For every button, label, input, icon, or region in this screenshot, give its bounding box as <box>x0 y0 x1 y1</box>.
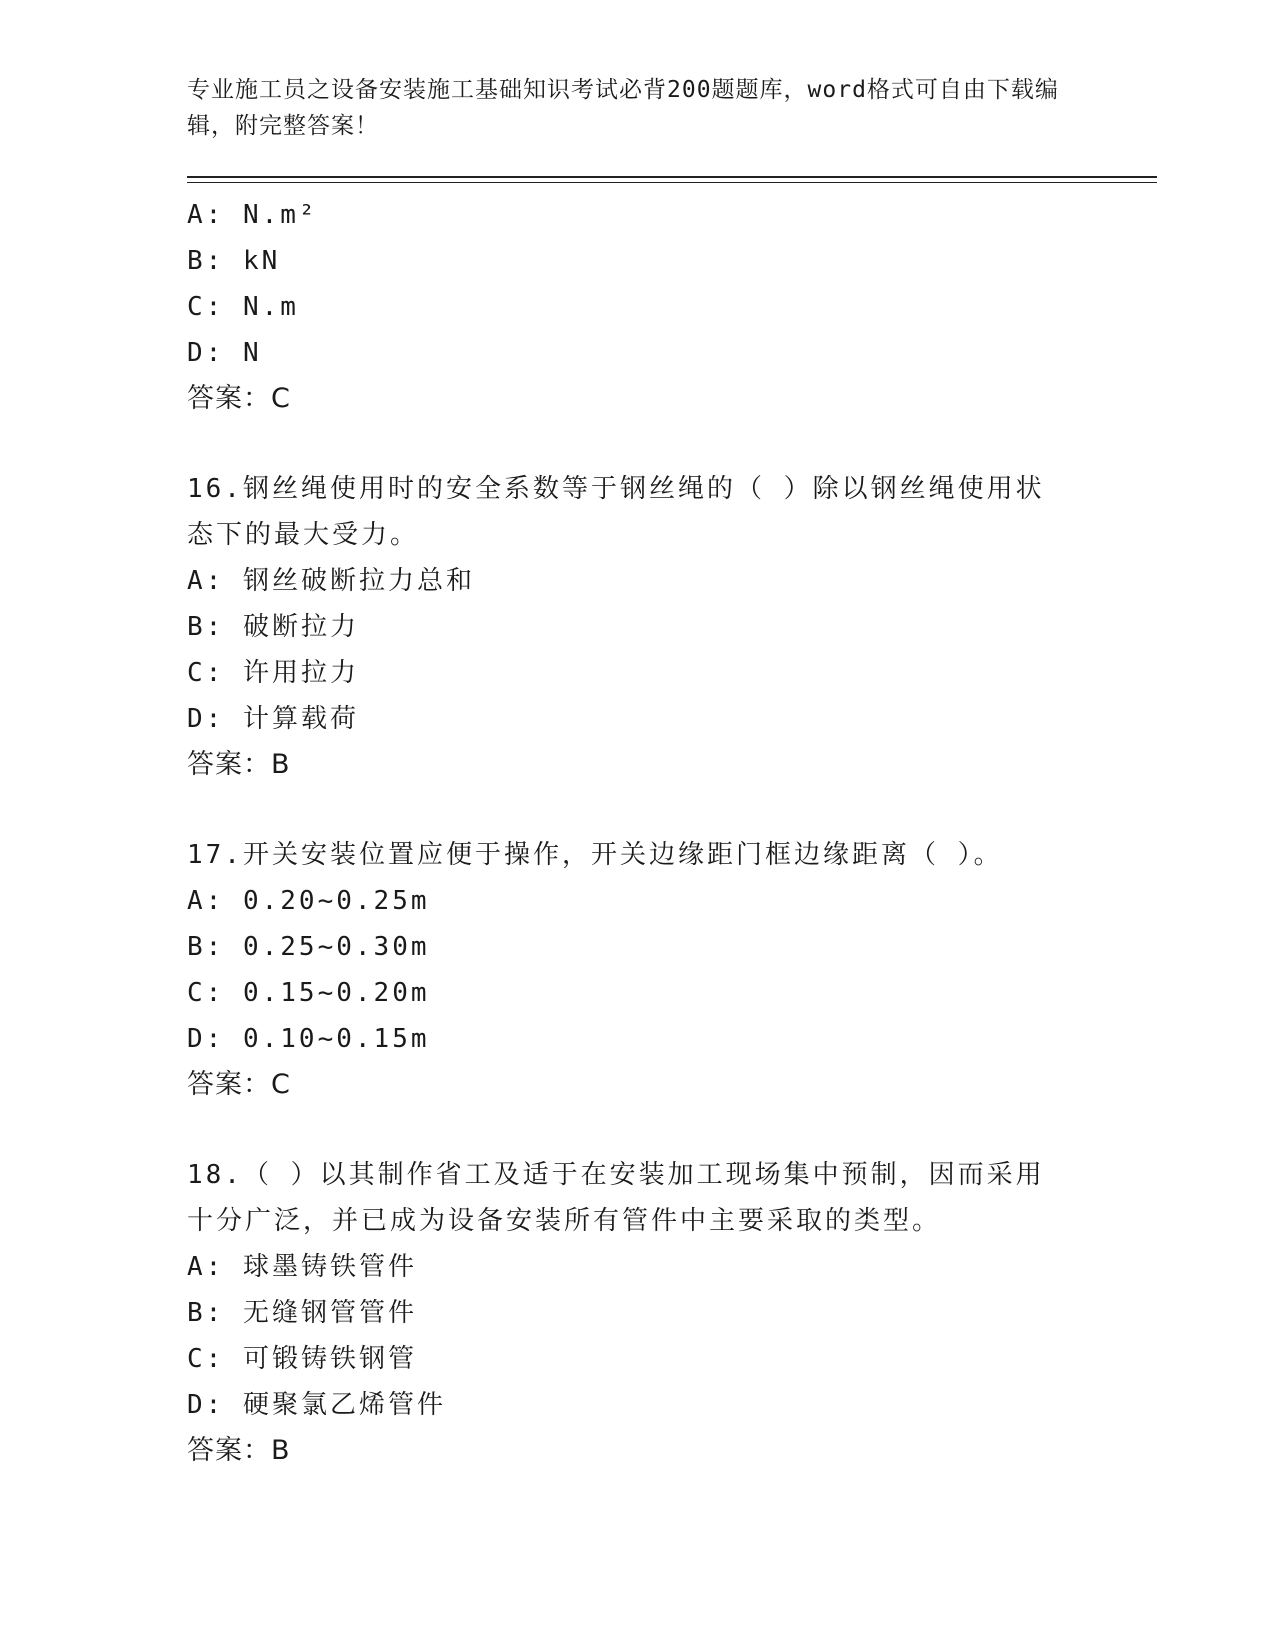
option-text: 球墨铸铁管件 <box>242 1252 417 1282</box>
option-text: N.m <box>242 292 299 322</box>
option-text: 0.10~0.15m <box>242 1024 430 1054</box>
option-letter: D: <box>187 1024 225 1054</box>
option-text: 无缝钢管管件 <box>242 1298 417 1328</box>
question-18 <box>187 1152 1067 1474</box>
option-b <box>187 1290 1067 1336</box>
option-text: 可锻铸铁钢管 <box>242 1344 417 1374</box>
question-stem: 17.开关安装位置应便于操作，开关边缘距门框边缘距离（ ）。 <box>187 840 1003 870</box>
option-letter: D: <box>187 704 225 734</box>
option-text: 硬聚氯乙烯管件 <box>242 1390 446 1420</box>
header-divider-thin <box>187 182 1157 183</box>
question-stem: 18.（ ）以其制作省工及适于在安装加工现场集中预制，因而采用十分广泛，并已成为设备安装所有管件中主要采取的类型。 <box>187 1160 1045 1236</box>
option-letter: C: <box>187 658 225 688</box>
option-letter: B: <box>187 932 225 962</box>
option-letter: A: <box>187 1252 225 1282</box>
option-letter: D: <box>187 1390 225 1420</box>
option-text: N.m² <box>242 200 318 230</box>
option-letter: B: <box>187 612 225 642</box>
option-a <box>187 558 1067 604</box>
option-a <box>187 192 1067 238</box>
header-divider-thick <box>187 176 1157 178</box>
option-a <box>187 1244 1067 1290</box>
option-letter: A: <box>187 200 225 230</box>
question-list <box>187 192 1067 1474</box>
option-c <box>187 284 1067 330</box>
question-15 <box>187 192 1067 422</box>
question-16 <box>187 466 1067 788</box>
option-text: N <box>242 338 262 368</box>
option-c <box>187 1336 1067 1382</box>
question-stem: 16.钢丝绳使用时的安全系数等于钢丝绳的（ ）除以钢丝绳使用状态下的最大受力。 <box>187 474 1045 550</box>
option-letter: B: <box>187 1298 225 1328</box>
answer-line: 答案：B <box>187 749 291 780</box>
option-text: 0.25~0.30m <box>242 932 430 962</box>
option-letter: D: <box>187 338 225 368</box>
option-letter: A: <box>187 566 225 596</box>
answer-line: 答案：C <box>187 1069 291 1100</box>
option-b <box>187 238 1067 284</box>
option-text: 钢丝破断拉力总和 <box>242 566 475 596</box>
option-text: 计算载荷 <box>242 704 359 734</box>
option-text: 0.15~0.20m <box>242 978 430 1008</box>
answer-line: 答案：C <box>187 383 291 414</box>
option-text: 0.20~0.25m <box>242 886 430 916</box>
document-header <box>187 72 1067 144</box>
option-letter: C: <box>187 978 225 1008</box>
answer-line: 答案：B <box>187 1435 291 1466</box>
option-letter: B: <box>187 246 225 276</box>
header-title: 专业施工员之设备安装施工基础知识考试必背200题题库，word格式可自由下载编辑，附完整答案！ <box>187 77 1059 139</box>
question-17 <box>187 832 1067 1108</box>
option-b <box>187 924 1067 970</box>
option-a <box>187 878 1067 924</box>
option-c <box>187 970 1067 1016</box>
option-b <box>187 604 1067 650</box>
option-d <box>187 1382 1067 1428</box>
option-text: 破断拉力 <box>242 612 359 642</box>
option-letter: C: <box>187 1344 225 1374</box>
option-c <box>187 650 1067 696</box>
option-d <box>187 1016 1067 1062</box>
option-text: kN <box>242 246 281 276</box>
option-letter: C: <box>187 292 225 322</box>
option-d <box>187 330 1067 376</box>
option-letter: A: <box>187 886 225 916</box>
option-d <box>187 696 1067 742</box>
option-text: 许用拉力 <box>242 658 359 688</box>
